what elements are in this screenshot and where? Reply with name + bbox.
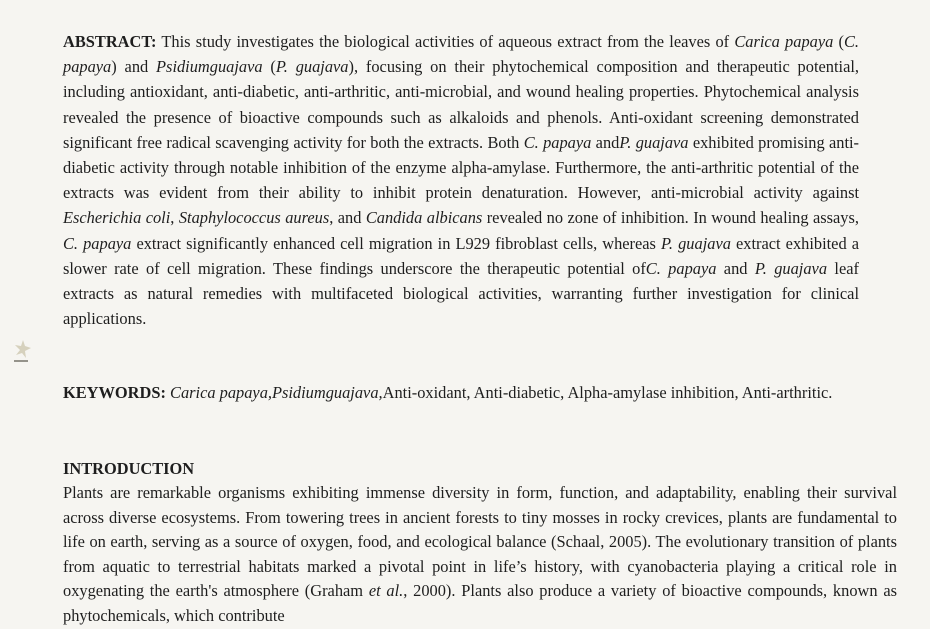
text-run: revealed no zone of inhibition. In wound healing assays,: [482, 208, 859, 228]
italic-term: C. papaya: [645, 258, 717, 278]
italic-term: Carica papaya,Psidiumguajava,: [170, 383, 383, 402]
italic-term: Escherichia coli: [63, 208, 171, 228]
italic-term: C. papaya: [63, 32, 860, 77]
italic-term: P. guajava: [754, 258, 828, 278]
italic-term: Psidiumguajava: [156, 57, 263, 77]
italic-term: Staphylococcus aureus: [178, 208, 330, 228]
italic-term: P. guajava: [275, 57, 349, 77]
introduction-paragraph: [63, 481, 897, 629]
text-run: Anti-oxidant, Anti-diabetic, Alpha-amylase inhibition, Anti-arthritic.: [382, 383, 833, 402]
text-run: (: [833, 32, 844, 51]
text-run: ), focusing on their phytochemical composition and therapeutic potential, including antioxidant, anti-diabetic, anti-arthritic, anti-microbial, and wound healing properties. Phytochemical analysis revealed the presence of bioactive compounds such as alkaloids and phenols. Anti-oxidant screening demonstrated significant free radical scavenging activity for both the extracts. Both: [63, 57, 859, 152]
text-run: leaf extracts as natural remedies with multifaceted biological activities, warranting further investigation for clinical applications.: [63, 258, 859, 329]
text-run: ,: [170, 208, 179, 228]
introduction-heading: INTRODUCTION: [63, 459, 195, 478]
text-run: , and: [329, 208, 366, 228]
italic-term: Carica papaya: [734, 32, 834, 51]
text-run: extract exhibited a slower rate of cell migration. These findings underscore the therapeutic potential of: [63, 233, 860, 278]
text-run: exhibited promising anti-diabetic activity through notable inhibition of the enzyme alpha-amylase. Furthermore, the anti-arthritic potential of the extracts was evident from their ability to inhibit protein denaturation. However, anti-microbial activity against: [63, 132, 860, 203]
italic-term: et al.: [368, 581, 404, 601]
abstract-label: ABSTRACT:: [63, 32, 157, 51]
introduction-text: [63, 483, 897, 625]
keywords-text: [166, 383, 832, 402]
abstract-paragraph: [63, 29, 859, 331]
text-run: extract significantly enhanced cell migration in L929 fibroblast cells, whereas: [131, 233, 662, 253]
text-run: Plants are remarkable organisms exhibiting immense diversity in form, function, and adaptability, enabling their survival across diverse ecosystems. From towering trees in ancient forests to tiny mosses in rocky crevices, plants are fundamental to life on earth, serving as a source of oxygen, food, and ecological balance (Schaal, 2005). The evolutionary transition of plants from aquatic to terrestrial habitats marked a pivotal point in life’s history, with cyanobacteria playing a critical role in oxygenating the earth's atmosphere (Graham: [63, 483, 897, 601]
text-run: and: [591, 132, 620, 152]
text-run: ) and: [111, 57, 157, 77]
scan-smudge-mark: [12, 338, 34, 364]
italic-term: P. guajava: [619, 132, 689, 152]
italic-term: P. guajava: [661, 233, 731, 253]
keywords-paragraph: [63, 380, 897, 405]
italic-term: C. papaya: [523, 132, 592, 152]
text-run: , 2000). Plants also produce a variety of bioactive compounds, known as phytochemicals, which contribute: [63, 581, 897, 625]
italic-term: C. papaya: [63, 233, 132, 253]
abstract-text: [63, 32, 859, 328]
text-run: and: [716, 258, 755, 278]
text-run: (: [262, 57, 276, 77]
italic-term: Candida albicans: [365, 208, 483, 228]
text-run: This study investigates the biological activities of aqueous extract from the leaves of: [156, 32, 735, 51]
keywords-label: KEYWORDS:: [63, 383, 166, 402]
